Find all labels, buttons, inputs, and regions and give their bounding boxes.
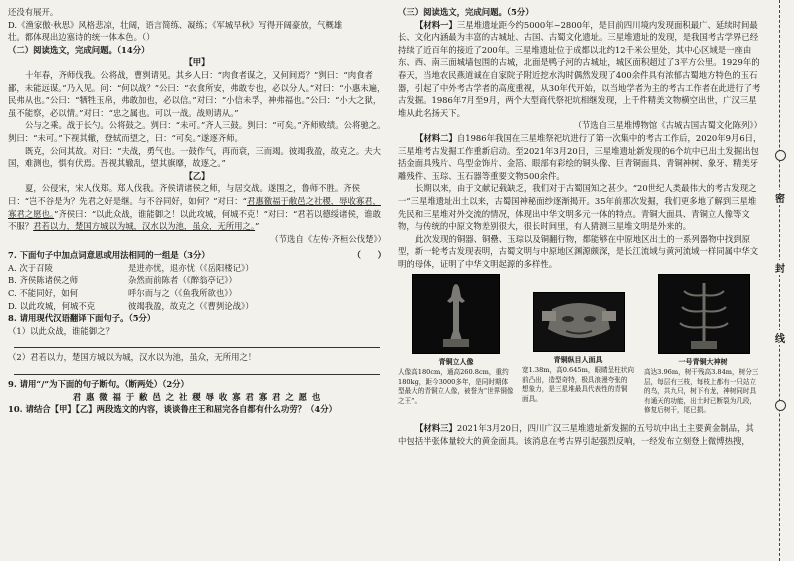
passage-jia-title: 【甲】 [184,57,210,68]
material-1-source: （节选自三星堆博物馆《古城古国古蜀文化陈列》） [573,120,762,131]
figure-3-caption: 一号青铜大神树 [678,357,728,367]
seal-char-3: 线 [772,330,788,345]
section-2-heading: （二）阅读选文，完成问题。（14分） [8,44,150,55]
passage-yi-title: 【乙】 [184,170,210,181]
prev-question-tail: 还没有展开。 [8,7,59,17]
figure-3-description: 高达3.96m，树干残高3.84m，树分三层，每层有三枝，每枝上都有一只站立的鸟，共九只，树下有龙，神树同时具有通天的功能，出土时已断裂为几段，修复后树干，尾已损。 [644,368,759,415]
passage-yi-text: 夏，公侵宋，宋人伐郑。郑人伐我。齐侯请诸侯之师，与居交战。遂围之，鲁师不胜。齐侯曰：“岂不谷是为？先君之好是继。与不谷同好，如何？”对曰：“君惠徼福于敝邑之社稷，辱收寡君，寡君之愿也。”齐侯曰：“以此众战，谁能御之！以此攻城，何城不克！”对曰：“君若以德绥诸侯，谁敢不服？君若以力，楚国方城以为城，汉水以为池，虽众，无所用之。” [8,183,382,232]
answer-line-8-2[interactable] [14,364,380,375]
underlined-sentence-2: 君若以力，楚国方城以为城，汉水以为池，虽众，无所用之。 [33,221,256,232]
material-2-p3: 此次发现的铜器、铜罍、玉琮以及铜翻行物，都能够在中原地区出土的一系列器物中找到原型，新一轮考古发现表明，古蜀文明与中原地区渊源颇深，是长江流域与黄河流域一样同属中华文明的母体，证明了中华文明起源的多样性。 [398,233,759,269]
seal-dashed-line [779,0,780,561]
question-9: 9. 请用“/”为下面的句子断句。（断两处）（2分） [8,379,189,390]
figure-bronze-tree [644,274,762,416]
figure-bronze-standing-figure [398,274,514,406]
seal-char-1: 密 [772,190,788,205]
option-d-line: D.《渔家傲·秋思》风格悲凉，壮阔，语言简练、凝练；《军城早秋》写得开阔豪放，气概雄 [8,19,343,30]
passage-jia-p3: 既克，公问其故。对曰：“夫战，勇气也。一鼓作气，再而衰，三而竭。彼竭我盈，故克之。夫大国，难测也，惧有伏焉。吾视其辙乱，望其旗靡，故逐之。” [8,145,382,169]
material-2: 【材料二】自1986年我国在三星堆祭祀坑进行了第一次集中的考古工作后，2020年9月6日，三星堆考古发掘工作重新启动。至2021年3月20日，三星堆遗址新发现的6个坑中已出土发掘出包括金面具残片、鸟型金饰片、金箔、眼部有彩绘的铜头像、巨青铜面具、青铜神树、象牙、精美牙雕残件、玉琮、玉石器等重要文物500余件。 [398,132,762,181]
figure-1-description: 人像高180cm，通高260.8cm，重约180kg，距今3000多年，是同时期体型最大的青铜立人像，被誉为“世界铜像之王”。 [398,368,514,405]
option-d: D. 以此攻城，何城不克 彼竭我盈，故克之（《曹刿论战》） [8,300,254,311]
question-8-2: （2）君若以力，楚国方城以为城，汉水以为池，虽众，无所用之！ [8,352,257,363]
passage-yi-source: （节选自《左传·齐桓公伐楚》） [270,233,386,244]
passage-jia-p2: 公与之乘。战于长勺。公将鼓之。刿曰：“未可。”齐人三鼓。刿曰：“可矣。”齐师败绩。公将驰之。刿曰：“未可。”下视其辙，登轼而望之，曰：“可矣。”遂逐齐师。 [8,120,386,143]
seal-line-margin [766,0,794,561]
right-column [398,6,762,448]
binding-hole [775,400,786,411]
option-c: C. 不能同好，如何 呼尔而与之（《鱼我所欲也》） [8,288,237,299]
seal-char-2: 封 [772,260,788,275]
left-column [8,6,386,416]
question-8-1: （1）以此众战，谁能御之？ [8,325,114,336]
artifact-figures [398,270,762,422]
material-2-p2: 长期以来，由于文献记载缺乏，我们对于古蜀国知之甚少。“20世纪人类最伟大的考古发现之一”三星堆遗址出土以来，古蜀国神秘面纱逐渐揭开。35年前那次发掘，我们更多地了解到三星堆先民和三星堆对外交流的情况，体现出中华文明多元一体的特点。青铜大面具、青铜立人像等文物，与传统的中原文物差别很大，很长时间里，有人猜测三星堆文明是外来的。 [398,183,757,232]
bronze-standing-figure-photo [412,274,500,354]
binding-hole [775,150,786,161]
question-9-sentence[interactable]: 君 惠 微 福 于 敝 邑 之 社 稷 辱 收 寡 君 寡 君 之 愿 也 [72,391,322,402]
question-8: 8. 请用现代汉语翻译下面句子。（5分） [8,313,156,324]
option-a: A. 次于召陵 是进亦忧，退亦忧（《岳阳楼记》） [8,262,254,273]
option-d-line-2: 壮。都体现出边塞诗的统一体本色。（） [8,32,155,43]
section-3-heading: （三）阅读选文，完成问题。（5分） [398,7,534,17]
figure-1-caption: 青铜立人像 [438,357,474,367]
option-b: B. 齐侯陈诸侯之师 杂然而前陈者（《醉翁亭记》） [8,275,237,286]
figure-2-description: 宽1.38m，高0.645m，眼睛呈柱状向前凸出，造型奇特，极具浪漫夸张的想象力，是三星堆最具代表性的青铜面具。 [522,366,634,403]
question-7: 7. 下面句子中加点词意思或用法相同的一组是（3分） （ ） [8,250,386,261]
underlined-sentence-1: 君惠徼福于敝邑之社稷，辱收寡君，寡君之愿也。 [8,195,381,219]
material-1: 【材料一】三星堆遗址距今约5000年~2800年，是目前四川境内发现面积最广、延续时间最长、文化内涵最为丰富的古城址、古国、古蜀文化遗址。三星堆遗址的发现，是我国考古学界已经持续了近百年的接近了200年。三星堆遗址位于成都以北约12千米公里处，其中心区域是一座由东、西、南三面城墙包围的古城，北面是鸭子河的古城址，城区面积超过了3平方公里。1929年的春天，当地农民燕道诚在自家院子附近挖水沟时偶然发现了400余件具有浓郁古蜀地方特色的玉石器，引起了中外考古学者的高度重视，从30年代开始，以当地学者为主的考古工作者在此进行了考古发掘。1986年7月至9月，两个大型商代祭祀坑相继发现，上千件精美文物横空出世，广汉三星堆从此名扬天下。 [398,19,761,118]
material-3: 【材料三】2021年3月20日，四川广汉三星堆遗址新发掘的五号坑中出土主要黄金制品，其中包括半张体量较大的黄金面具。该消息在考古界引起强烈反响，一经发布立刻登上微博热搜， [398,423,754,447]
figure-bronze-mask [522,292,634,404]
answer-line-8-1[interactable] [14,337,380,348]
figure-2-caption: 青铜纵目人面具 [553,355,603,365]
question-10: 10. 请结合【甲】【乙】两段选文的内容，谈谈鲁庄王和屈完各自都有什么功劳？（4分） [8,404,337,415]
passage-jia-p1: 十年春，齐师伐我。公将战，曹刿请见。其乡人曰：“肉食者谋之，又何间焉？”刿曰：“肉食者鄙，未能远谋。”乃入见。问：“何以战？”公曰：“衣食所安，弗敢专也，必以分人。”对曰：“小惠未遍，民弗从也。”公曰：“牺牲玉帛，弗敢加也，必以信。”对曰：“小信未孚，神弗福也。”公曰：“小大之狱，虽不能察，必以情。”对曰：“忠之属也。可以一战。战则请从。” [8,69,386,118]
question-7-options [8,262,386,312]
bronze-mask-photo [533,292,625,352]
bronze-tree-photo [658,274,750,354]
